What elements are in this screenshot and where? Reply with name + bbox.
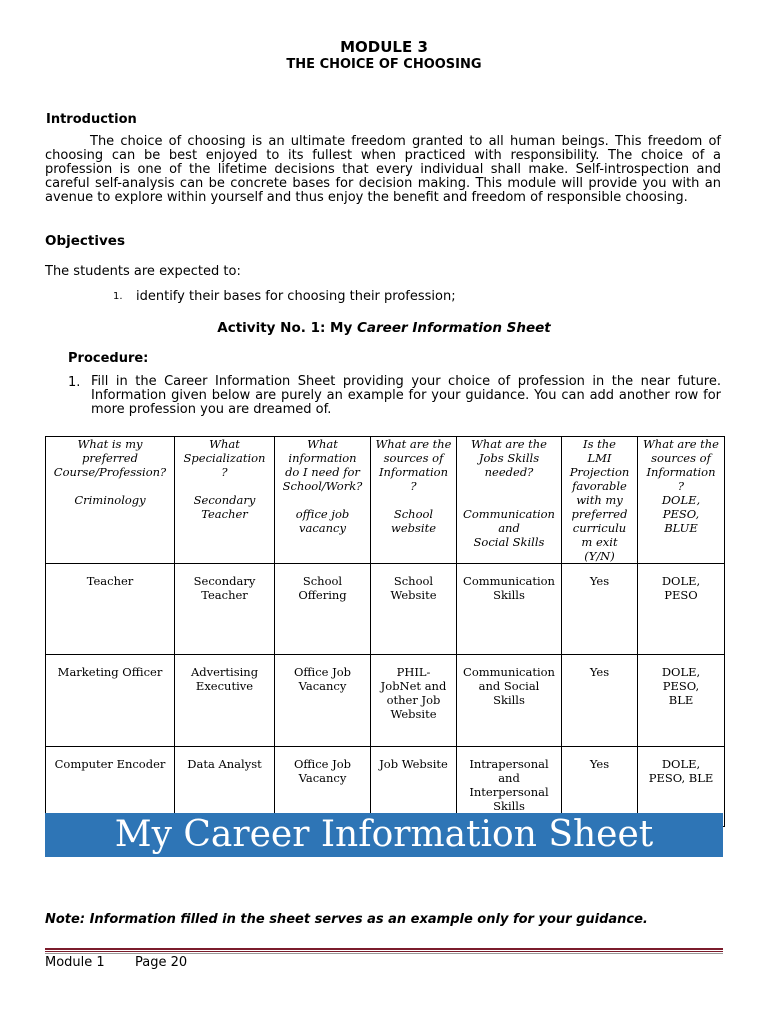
objectives-intro: The students are expected to: [45, 264, 241, 279]
guidance-note: Note: Information filled in the sheet serves as an example only for your guidance. [45, 912, 648, 927]
objectives-heading: Objectives [45, 233, 125, 249]
table-cell: Intrapersonal and Interpersonal Skills [457, 747, 562, 827]
header-cell-sources: What are the sources of Information ? School website [371, 437, 457, 564]
introduction-heading: Introduction [46, 112, 137, 127]
objective-text: identify their bases for choosing their profession; [136, 289, 456, 304]
table-cell: Secondary Teacher [175, 564, 275, 655]
activity-title-italic: Career Information Sheet [357, 320, 551, 336]
activity-prefix: Activity No. 1: My [217, 320, 357, 336]
table-header-row [46, 437, 725, 564]
table-cell: Office Job Vacancy [275, 655, 371, 747]
introduction-paragraph: The choice of choosing is an ultimate freedom granted to all human beings. This freedom of choosing can be best enjoyed to its fullest when practiced with responsibility. The choice of a profession is one of the lifetime decisions that every individual shall make. Self-introspection and careful self-analysis can be concrete bases for decision making. This module will provide you with an avenue to explore within yourself and thus enjoy the benefit and freedom of responsible choosing. [45, 134, 721, 205]
header-cell-profession: What is my preferred Course/Profession? Criminology [46, 437, 175, 564]
table-cell: Job Website [371, 747, 457, 827]
footer-rule [45, 948, 723, 950]
table-cell: School Offering [275, 564, 371, 655]
footer-rule-shadow [45, 953, 723, 954]
activity-title [0, 320, 768, 336]
table-row [46, 564, 725, 655]
module-title: MODULE 3 [340, 38, 428, 56]
header-cell-skills: What are the Jobs Skills needed? Communication and Social Skills [457, 437, 562, 564]
table-cell: Yes [562, 564, 638, 655]
table-cell: Yes [562, 747, 638, 827]
footer-module: Module 1 [45, 955, 105, 970]
table-cell: Yes [562, 655, 638, 747]
table-row [46, 655, 725, 747]
table-cell: DOLE, PESO, BLE [638, 747, 725, 827]
table-cell: Office Job Vacancy [275, 747, 371, 827]
footer-page-number: Page 20 [135, 955, 188, 970]
table-cell: DOLE, PESO, BLE [638, 655, 725, 747]
header-cell-information: What information do I need for School/Work? office job vacancy [275, 437, 371, 564]
header-cell-lmi: Is the LMI Projection favorable with my preferred curriculu m exit (Y/N) [562, 437, 638, 564]
objective-number: 1. [113, 291, 123, 302]
header-cell-sources-2: What are the sources of Information ? DOLE, PESO, BLUE [638, 437, 725, 564]
career-sheet-banner: My Career Information Sheet [45, 813, 723, 857]
table-cell: Communication and Social Skills [457, 655, 562, 747]
table-cell: Advertising Executive [175, 655, 275, 747]
footer-rule-thin [45, 951, 723, 952]
table-cell: Marketing Officer [46, 655, 175, 747]
procedure-step-text: Fill in the Career Information Sheet providing your choice of profession in the near future. Information given below are purely an example for your guidance. You can add another row for more profession you are dreamed of. [91, 374, 721, 417]
procedure-step-number: 1. [68, 375, 81, 390]
career-information-table [45, 436, 725, 827]
table-cell: Data Analyst [175, 747, 275, 827]
table-cell: School Website [371, 564, 457, 655]
header-cell-specialization: What Specialization ? Secondary Teacher [175, 437, 275, 564]
table-cell: Computer Encoder [46, 747, 175, 827]
table-cell: PHIL- JobNet and other Job Website [371, 655, 457, 747]
procedure-heading: Procedure: [68, 351, 149, 366]
table-cell: Teacher [46, 564, 175, 655]
module-subtitle: THE CHOICE OF CHOOSING [286, 57, 482, 72]
table-cell: DOLE, PESO [638, 564, 725, 655]
table-cell: Communication Skills [457, 564, 562, 655]
